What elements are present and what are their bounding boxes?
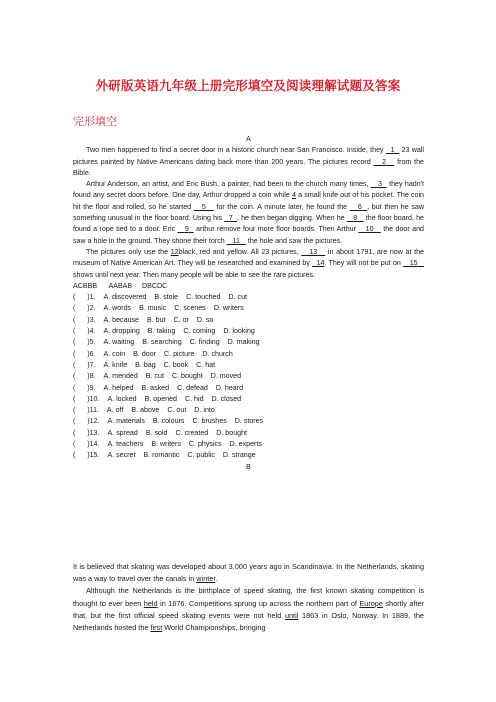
option-c: C. created	[175, 428, 209, 437]
option-a: A. spread	[107, 428, 138, 437]
answer-paren: ( )	[73, 394, 90, 403]
option-b: B. romantic	[143, 451, 180, 460]
question-number: 13.	[89, 428, 100, 437]
option-c: C. out	[167, 406, 187, 415]
option-d: D. stores	[234, 417, 264, 426]
option-a: A. dropping	[103, 327, 140, 336]
question-number: 14.	[89, 440, 100, 449]
question-row	[73, 360, 424, 371]
option-d: D. cut	[228, 293, 247, 302]
passage-a-label: A	[246, 135, 251, 143]
option-b: B. door	[133, 349, 157, 358]
option-a: A. waiting	[103, 338, 135, 347]
option-c: C. physics	[188, 440, 222, 449]
answer-paren: ( )	[73, 304, 90, 313]
question-number: 4.	[89, 327, 96, 336]
question-number: 10.	[89, 394, 100, 403]
blank-11: 11	[232, 236, 240, 245]
option-b: B. colours	[152, 417, 185, 426]
question-row	[73, 394, 424, 405]
passage-a-paragraph-1: Two men happened to find a secret door in a historic church near San Francisco. Inside, they 1 23 wall pictures painted by Native Americans dating back more than 200 years. The pictures record 2 from the Bible.	[73, 146, 424, 177]
question-row	[73, 337, 424, 348]
question-row	[73, 349, 424, 360]
option-a: A. because	[103, 315, 139, 324]
option-c: C. picture	[164, 349, 195, 358]
blank-5: 5	[201, 202, 206, 211]
blank-1: 1	[390, 146, 395, 155]
option-c: C. finding	[189, 338, 220, 347]
blank-14: 14	[316, 259, 325, 268]
option-a: A. secret	[107, 451, 136, 460]
option-a: A. materials	[107, 417, 145, 426]
question-number: 8.	[89, 372, 96, 381]
option-c: C. or	[173, 315, 189, 324]
option-d: D. into	[194, 406, 215, 415]
underlined-word: held	[143, 598, 158, 608]
option-a: A. discovered	[103, 293, 147, 302]
question-number: 7.	[89, 360, 96, 369]
question-row	[73, 326, 424, 337]
option-b: B. bag	[135, 360, 156, 369]
passage-b-paragraph-1: It is believed that skating was developed about 3,000 years ago in Scandinavia. In the Netherlands, skating was a way to travel over the canals in winter.	[73, 562, 424, 584]
blank-15: 15	[409, 259, 418, 268]
passage-b	[73, 561, 424, 634]
option-c: C. hid	[184, 394, 204, 403]
passage-a-paragraph-2: Arthur Anderson, an artist, and Eric Bush, a painter, had been to the church many times, 3 they hadn't found any secret doors before. One day, Arthur dropped a coin while 4 a small knife out of his pocket. The coin hit the floor and rolled, so he started 5 for the coin. A minute later, he found the 6 , but then he saw something unusual in the floor board. Using his 7 , he then began digging. When he 8 the floor board, he found a rope tied to a door. Eric 9 arthur remove four more floor boards. Then Arthur 10 the door and saw a hole in the ground. They shone their torch 11 the hole and saw the pictures.	[73, 180, 425, 245]
passage-a-paragraph-3: The pictures only use the 12black, red and yellow. All 23 pictures, 13 in about 1791, are now at the museum of Native American Art. They will be researched and examined by 14. They will not be put on 15 shows until next year. Then many people will be able to see the rare pictures.	[73, 247, 424, 279]
answer-paren: ( )	[73, 360, 90, 369]
options-list	[73, 292, 424, 461]
blank-8: 8	[353, 214, 358, 223]
option-a: A. coin	[103, 349, 126, 358]
passage-a	[73, 134, 424, 473]
option-d: D. closed	[211, 394, 242, 403]
option-c: C. brushes	[192, 417, 227, 426]
question-row	[73, 450, 424, 461]
question-number: 15.	[89, 451, 100, 460]
option-a: A. mended	[103, 372, 138, 381]
question-number: 12.	[89, 417, 100, 426]
blank-2: 2	[381, 157, 386, 166]
option-c: C. touched	[186, 293, 221, 302]
answer-paren: ( )	[73, 327, 90, 336]
underlined-word: first	[150, 623, 163, 633]
option-d: D. writers	[213, 304, 244, 313]
option-c: C. defead	[177, 383, 208, 392]
question-row	[73, 416, 424, 427]
option-a: A. off	[106, 406, 124, 415]
blank-6: 6	[357, 202, 362, 211]
option-d: D. so	[196, 315, 214, 324]
question-row	[73, 383, 424, 394]
option-b: B. sold	[145, 428, 168, 437]
option-d: D. looking	[223, 327, 255, 336]
answer-paren: ( )	[73, 293, 90, 302]
answer-paren: ( )	[73, 428, 90, 437]
answer-key: ACBBB AABAB DBCDC	[73, 281, 168, 290]
option-c: C. book	[163, 360, 189, 369]
question-number: 9.	[89, 383, 96, 392]
option-d: D. church	[202, 349, 233, 358]
underlined-word: Europe	[359, 598, 383, 608]
blank-13: 13	[309, 247, 318, 256]
option-b: B. music	[139, 304, 167, 313]
passage-b-paragraph-2: Although the Netherlands is the birthplace of speed skating, the first known skating competition is thought to ever been held in 1676. Competitions sprung up across the northern part of Europe shortly after that, but the first official speed skating events were not held until 1863 in Oslo, Norway. In 1889, the Netherlands hosted the first World Championships, bringing	[73, 586, 424, 633]
passage-b-label: B	[246, 462, 251, 471]
underlined-word: winter	[196, 574, 216, 584]
blank-7: 7	[228, 214, 233, 223]
option-b: B. taking	[147, 327, 176, 336]
document-title: 外研版英语九年级上册完形填空及阅读理解试题及答案	[95, 78, 401, 93]
option-a: A. locked	[107, 394, 137, 403]
question-number: 2.	[89, 304, 96, 313]
question-number: 6.	[89, 349, 96, 358]
question-row	[73, 371, 424, 382]
section-heading: 完形填空	[73, 115, 117, 128]
option-c: C. coming	[183, 327, 216, 336]
question-number: 1.	[89, 293, 96, 302]
answer-paren: ( )	[73, 406, 90, 415]
option-b: B. asked	[141, 383, 170, 392]
question-number: 11.	[89, 406, 99, 415]
question-number: 5.	[89, 338, 96, 347]
underlined-word: until	[284, 610, 299, 620]
option-a: A. helped	[103, 383, 134, 392]
answer-paren: ( )	[73, 349, 90, 358]
option-c: C. bought	[171, 372, 203, 381]
answer-paren: ( )	[73, 451, 90, 460]
option-c: C. scenes	[174, 304, 206, 313]
option-d: D. bought	[216, 428, 247, 437]
answer-paren: ( )	[73, 315, 90, 324]
option-b: B. stole	[154, 293, 179, 302]
question-row	[73, 315, 424, 326]
answer-paren: ( )	[73, 383, 90, 392]
option-b: B. but	[146, 315, 166, 324]
option-d: D. making	[227, 338, 260, 347]
option-b: B. above	[131, 406, 160, 415]
option-b: B. opened	[144, 394, 177, 403]
answer-paren: ( )	[73, 440, 90, 449]
option-b: B. writers	[151, 440, 181, 449]
answer-paren: ( )	[73, 417, 90, 426]
question-row	[73, 439, 424, 450]
option-b: B. cut	[145, 372, 164, 381]
option-d: D. heard	[215, 383, 244, 392]
option-c: C. public	[187, 451, 215, 460]
option-d: D. experts	[229, 440, 262, 449]
question-row	[73, 428, 424, 439]
answer-paren: ( )	[73, 372, 90, 381]
answer-paren: ( )	[73, 338, 90, 347]
blank-4: 4	[292, 191, 296, 200]
option-a: A. words	[103, 304, 132, 313]
blank-10: 10	[365, 225, 374, 234]
question-row	[73, 303, 424, 314]
option-d: D. moved	[210, 372, 242, 381]
option-a: A. knife	[103, 360, 128, 369]
option-b: B. searching	[142, 338, 182, 347]
question-row	[73, 405, 424, 416]
blank-9: 9	[184, 225, 189, 234]
question-number: 3.	[89, 315, 96, 324]
blank-12: 12	[170, 247, 179, 256]
question-row	[73, 292, 424, 303]
option-a: A. teachers	[107, 440, 144, 449]
option-d: D. strange	[222, 451, 256, 460]
option-d: C. hat	[196, 360, 216, 369]
blank-3: 3	[378, 180, 382, 189]
